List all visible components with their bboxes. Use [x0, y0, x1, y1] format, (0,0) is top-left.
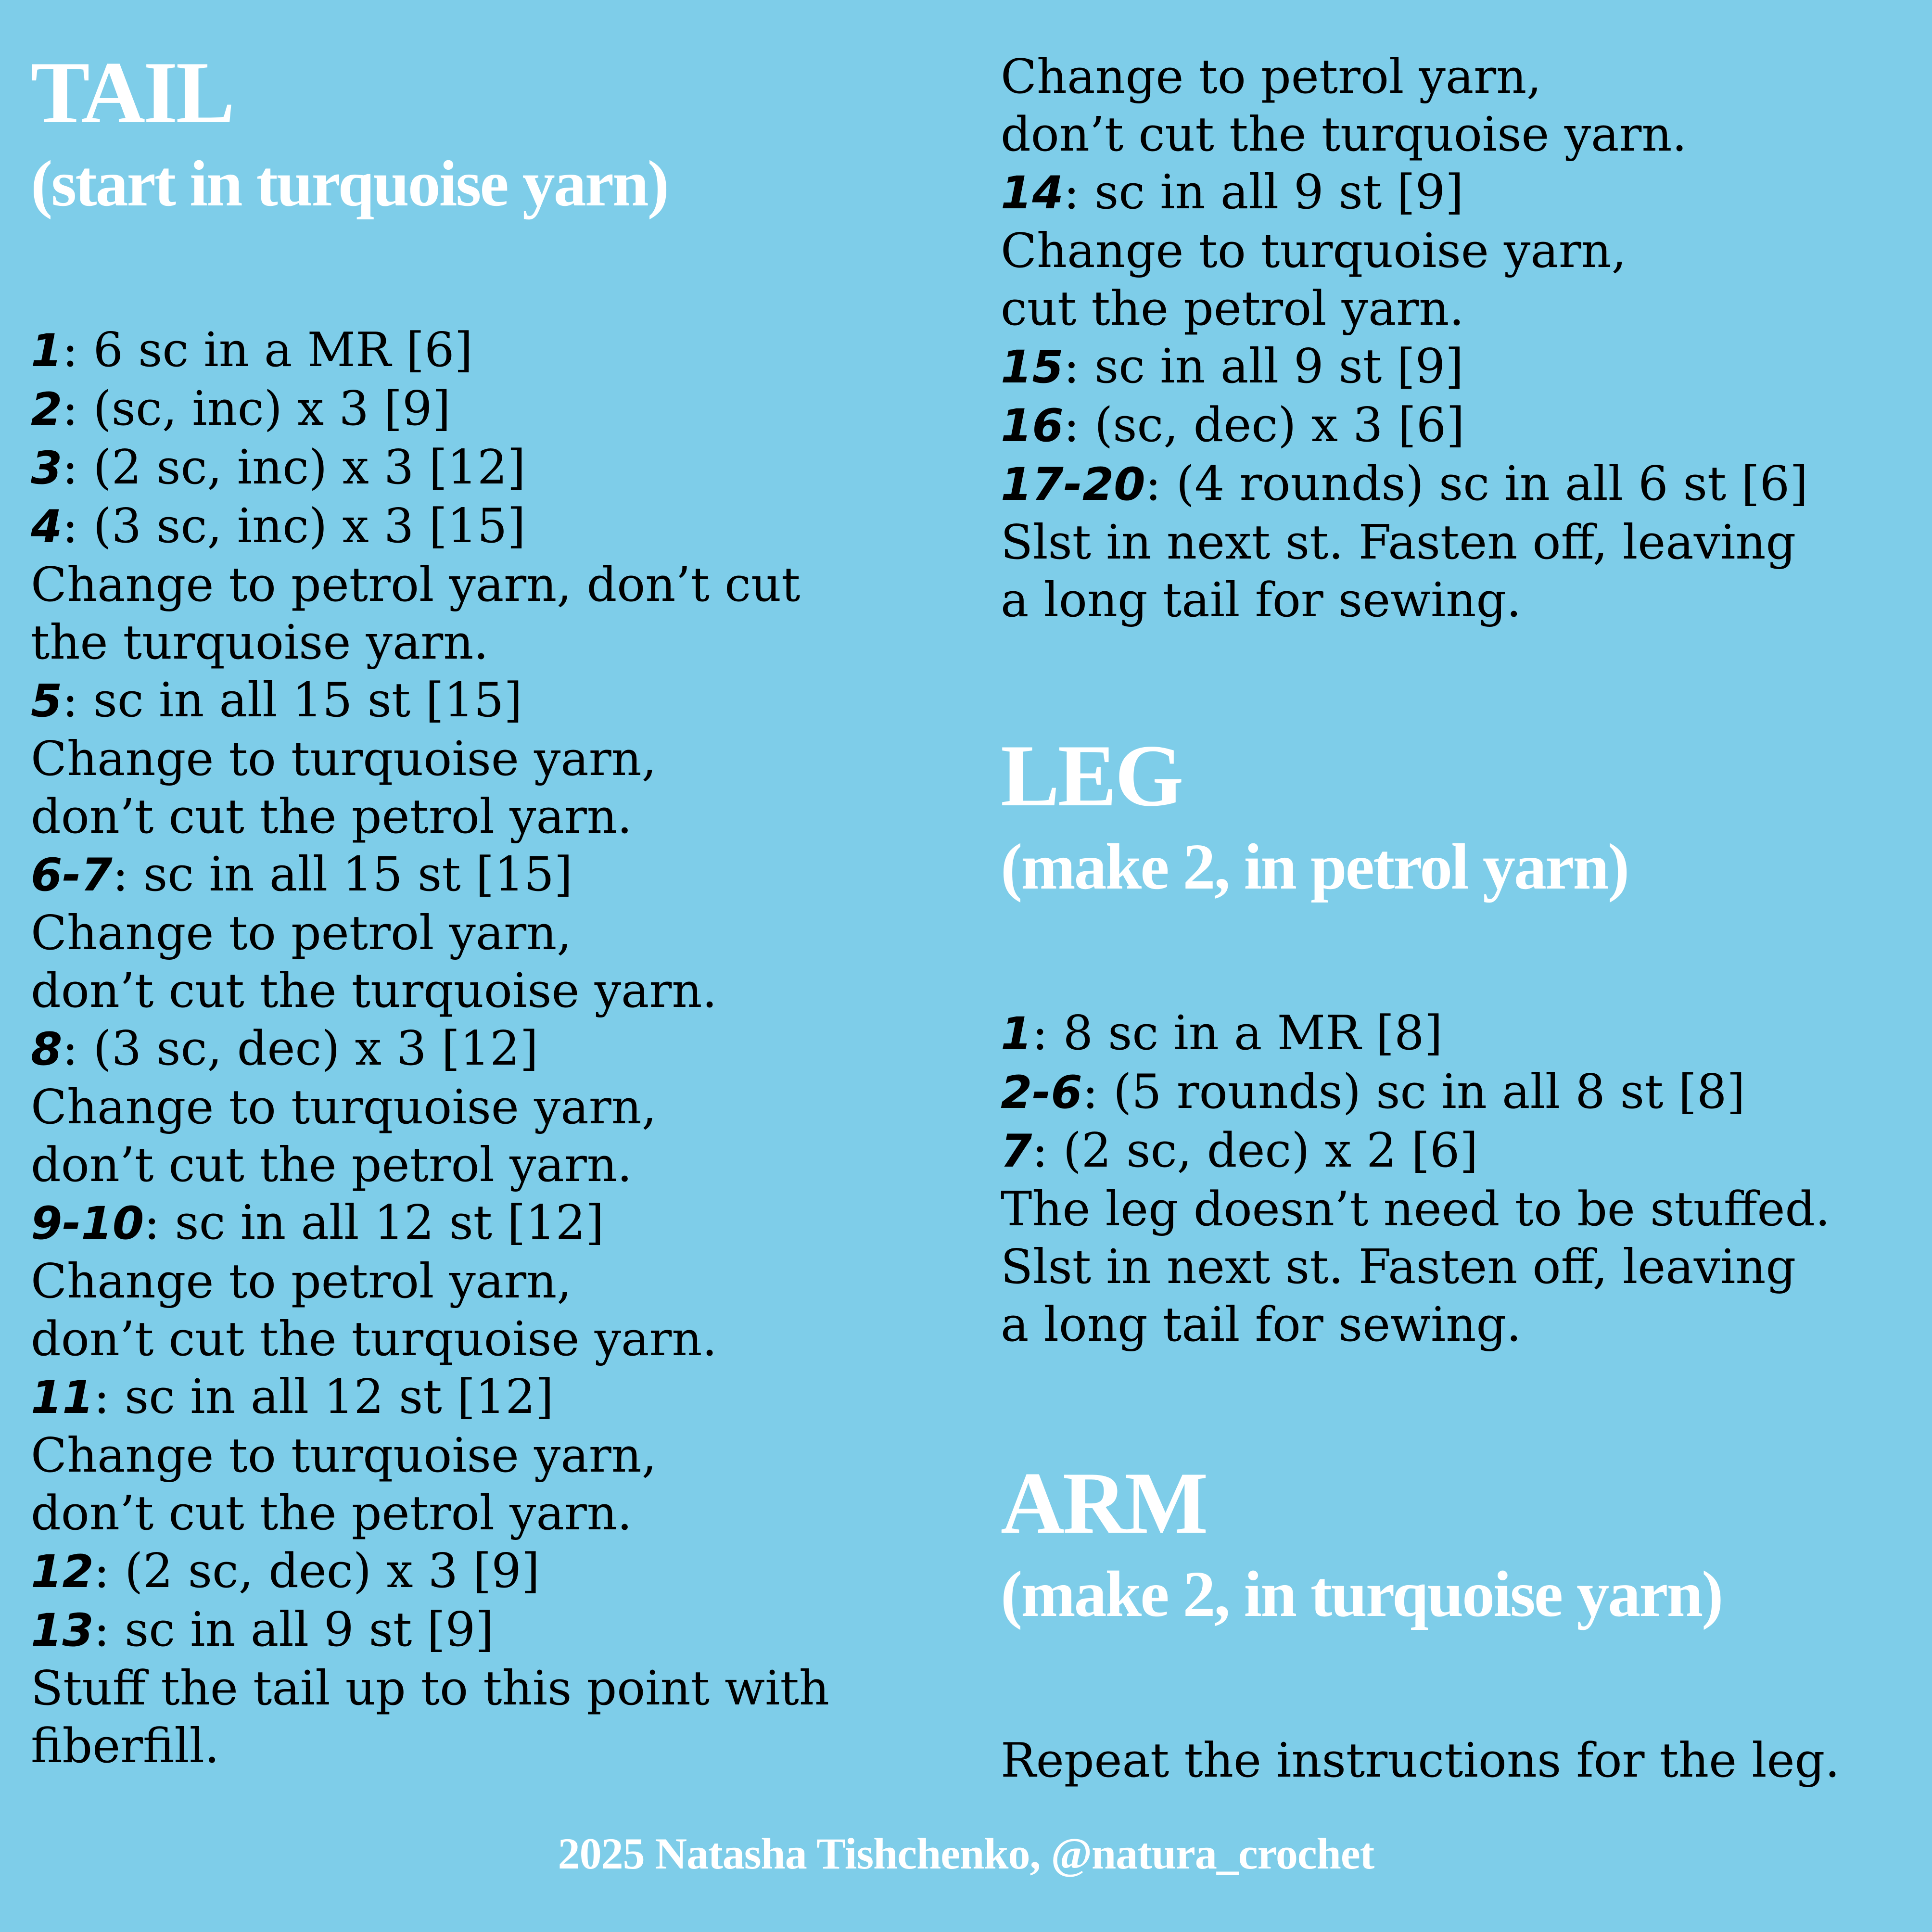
instruction-line: [1001, 1063, 1905, 1122]
instruction-line: [31, 1194, 945, 1253]
round-number: 5: [31, 675, 63, 727]
instruction-text: : (2 sc, dec) x 2 [6]: [1032, 1123, 1478, 1178]
instruction-line: [31, 614, 945, 672]
instruction-text: : (5 rounds) sc in all 8 st [8]: [1082, 1065, 1745, 1119]
round-number: 11: [31, 1372, 94, 1424]
instruction-text: : sc in all 9 st [9]: [1063, 339, 1464, 394]
arm-instructions: Repeat the instructions for the leg.: [1001, 1733, 1840, 1788]
instruction-line: [1001, 514, 1905, 572]
leg-instructions: [1001, 1004, 1905, 1354]
round-number: 15: [1001, 341, 1064, 394]
tail-subtitle: (start in turquoise yarn): [31, 148, 668, 220]
instruction-line: [31, 788, 945, 846]
instruction-line: [31, 1427, 945, 1485]
instruction-line: [1001, 572, 1905, 629]
instruction-text: The leg doesn’t need to be stuffed.: [1001, 1182, 1830, 1237]
instruction-text: don’t cut the turquoise yarn.: [31, 1312, 717, 1367]
instruction-text: don’t cut the petrol yarn.: [31, 789, 633, 844]
instruction-text: Change to turquoise yarn,: [1001, 224, 1627, 279]
instruction-line: [31, 1485, 945, 1542]
tail-instructions-continued: [1001, 48, 1905, 629]
instruction-line: [1001, 1181, 1905, 1238]
instruction-line: [31, 380, 945, 439]
instruction-line: [31, 556, 945, 614]
instruction-line: [31, 1717, 945, 1775]
instruction-line: [31, 1660, 945, 1717]
instruction-text: cut the petrol yarn.: [1001, 281, 1464, 336]
round-number: 7: [1001, 1125, 1032, 1178]
instruction-line: [31, 321, 945, 380]
round-number: 2: [31, 383, 63, 436]
instruction-line: [31, 1079, 945, 1136]
instruction-text: Change to turquoise yarn,: [31, 1080, 657, 1135]
instruction-text: : sc in all 9 st [9]: [1063, 165, 1464, 220]
instruction-text: Stuff the tail up to this point with: [31, 1661, 829, 1716]
arm-title: ARM: [1001, 1454, 1207, 1552]
tail-instructions: [31, 321, 945, 1775]
instruction-text: : sc in all 15 st [15]: [112, 847, 573, 902]
instruction-text: : (sc, inc) x 3 [9]: [62, 381, 451, 436]
instruction-line: [31, 439, 945, 497]
instruction-line: [1001, 1004, 1905, 1063]
round-number: 6-7: [31, 849, 113, 902]
round-number: 1: [1001, 1008, 1032, 1060]
arm-subtitle: (make 2, in turquoise yarn): [1001, 1558, 1722, 1630]
instruction-line: [1001, 106, 1905, 164]
instruction-text: : sc in all 9 st [9]: [93, 1602, 494, 1657]
round-number: 4: [31, 501, 63, 553]
instruction-text: : (3 sc, inc) x 3 [15]: [62, 499, 526, 554]
instruction-text: : (2 sc, dec) x 3 [9]: [93, 1544, 540, 1599]
instruction-line: [1001, 280, 1905, 338]
round-number: 2-6: [1001, 1067, 1082, 1119]
instruction-line: [1001, 455, 1905, 514]
instruction-line: [1001, 1122, 1905, 1181]
footer-credit: 2025 Natasha Tishchenko, @natura_crochet: [558, 1829, 1374, 1878]
instruction-line: [1001, 1238, 1905, 1296]
instruction-text: don’t cut the turquoise yarn.: [1001, 107, 1687, 162]
instruction-line: [1001, 396, 1905, 455]
instruction-text: : (sc, dec) x 3 [6]: [1063, 398, 1465, 453]
round-number: 3: [31, 442, 63, 495]
instruction-line: [1001, 222, 1905, 280]
instruction-text: : 6 sc in a MR [6]: [62, 323, 473, 378]
instruction-line: [1001, 338, 1905, 396]
leg-title: LEG: [1001, 726, 1182, 825]
instruction-text: the turquoise yarn.: [31, 615, 489, 670]
instruction-text: : sc in all 15 st [15]: [62, 673, 522, 728]
instruction-text: Slst in next st. Fasten off, leaving: [1001, 1240, 1796, 1295]
round-number: 13: [31, 1604, 94, 1657]
instruction-text: : sc in all 12 st [12]: [144, 1195, 604, 1250]
instruction-line: [31, 672, 945, 730]
instruction-text: : 8 sc in a MR [8]: [1032, 1006, 1443, 1061]
instruction-line: [1001, 48, 1905, 106]
instruction-text: don’t cut the turquoise yarn.: [31, 964, 717, 1018]
round-number: 17-20: [1001, 458, 1145, 511]
instruction-line: [31, 1136, 945, 1194]
instruction-text: Change to petrol yarn,: [31, 906, 572, 961]
round-number: 8: [31, 1023, 63, 1076]
instruction-line: [1001, 164, 1905, 222]
instruction-line: [31, 730, 945, 788]
instruction-text: : (4 rounds) sc in all 6 st [6]: [1145, 457, 1808, 511]
instruction-text: a long tail for sewing.: [1001, 1297, 1522, 1352]
tail-title: TAIL: [31, 43, 233, 141]
instruction-line: [31, 1542, 945, 1601]
instruction-text: Slst in next st. Fasten off, leaving: [1001, 515, 1796, 570]
instruction-line: [31, 1601, 945, 1660]
instruction-text: Change to turquoise yarn,: [31, 732, 657, 787]
instruction-line: [31, 904, 945, 962]
instruction-text: a long tail for sewing.: [1001, 573, 1522, 628]
leg-subtitle: (make 2, in petrol yarn): [1001, 831, 1628, 903]
instruction-line: [31, 1253, 945, 1310]
instruction-text: fiberfill.: [31, 1719, 220, 1774]
right-column: [1001, 48, 1905, 1790]
round-number: 9-10: [31, 1197, 144, 1250]
instruction-text: : (3 sc, dec) x 3 [12]: [62, 1021, 538, 1076]
instruction-line: [31, 497, 945, 556]
instruction-text: Change to petrol yarn, don’t cut: [31, 558, 801, 612]
round-number: 14: [1001, 167, 1064, 219]
instruction-text: Change to turquoise yarn,: [31, 1428, 657, 1483]
left-column: [31, 43, 945, 1775]
instruction-line: [31, 962, 945, 1020]
instruction-line: [31, 1020, 945, 1079]
round-number: 16: [1001, 400, 1064, 452]
instruction-text: don’t cut the petrol yarn.: [31, 1486, 633, 1541]
instruction-line: [31, 1310, 945, 1368]
round-number: 1: [31, 325, 63, 377]
instruction-line: [1001, 1296, 1905, 1354]
instruction-line: [31, 846, 945, 904]
instruction-line: [31, 1368, 945, 1427]
instruction-text: : sc in all 12 st [12]: [93, 1370, 554, 1424]
round-number: 12: [31, 1546, 94, 1598]
instruction-text: don’t cut the petrol yarn.: [31, 1138, 633, 1193]
instruction-text: : (2 sc, inc) x 3 [12]: [62, 440, 526, 495]
instruction-text: Change to petrol yarn,: [1001, 50, 1542, 104]
instruction-text: Change to petrol yarn,: [31, 1254, 572, 1309]
